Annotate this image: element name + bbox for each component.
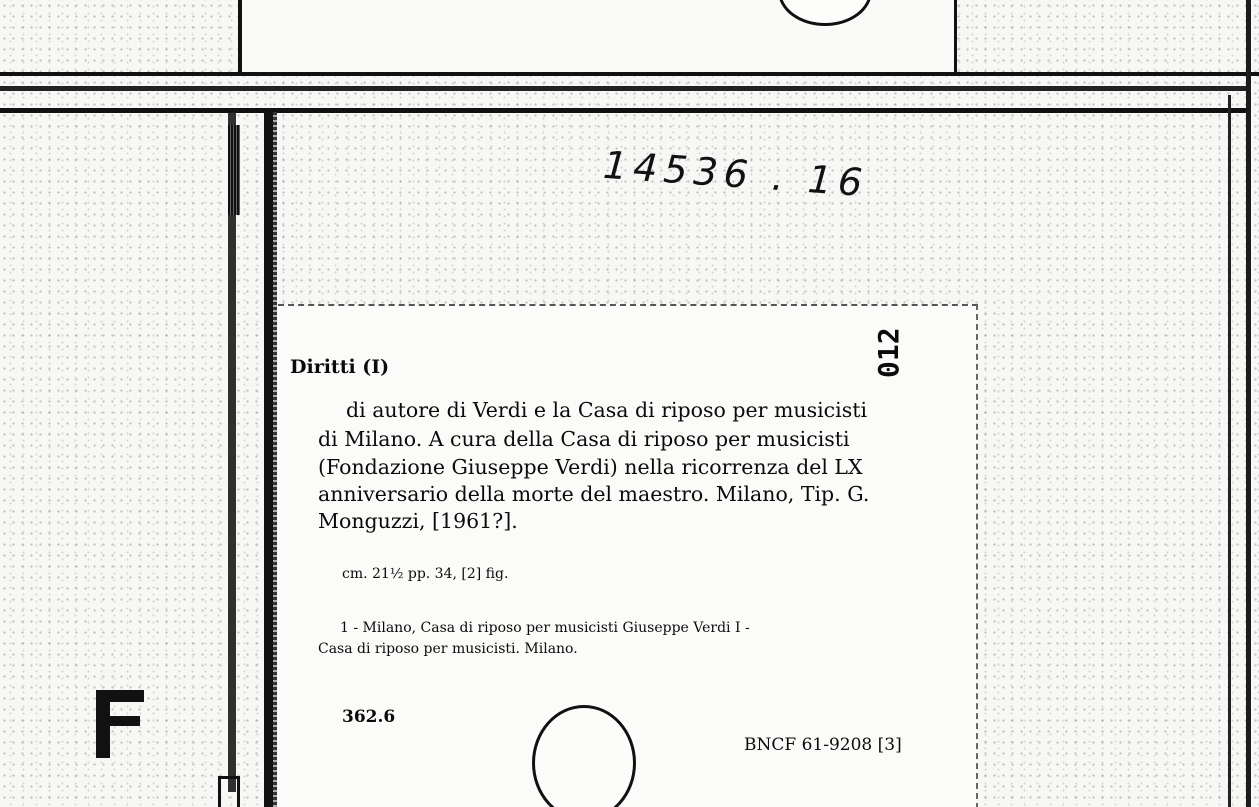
card-body-line-4: anniversario della morte del maestro. Milano, Tip. G. bbox=[318, 482, 870, 506]
card-subject-line-2: Casa di riposo per musicisti. Milano. bbox=[318, 641, 578, 657]
drawer-tab-letter-f bbox=[96, 690, 144, 758]
card-body-line-5: Monguzzi, [1961?]. bbox=[318, 509, 518, 533]
card-class-number: 362.6 bbox=[342, 707, 396, 727]
card-subject-line-1: 1 - Milano, Casa di riposo per musicisti Giuseppe Verdi I - bbox=[340, 620, 750, 636]
drawer-left-clip bbox=[228, 125, 240, 215]
handwritten-shelfmark: 14536 . 16 bbox=[601, 142, 870, 206]
card-stack-left-edge bbox=[264, 112, 273, 807]
card-body-line-3: (Fondazione Giuseppe Verdi) nella ricorrenza del LX bbox=[318, 455, 863, 479]
previous-card-edge bbox=[238, 0, 957, 72]
drawer-tab-marker bbox=[218, 776, 240, 807]
card-body-line-2: di Milano. A cura della Casa di riposo per musicisti bbox=[318, 427, 850, 451]
card-stack-right-edge bbox=[1228, 95, 1231, 807]
card-body-line-1: di autore di Verdi e la Casa di riposo per musicisti bbox=[346, 398, 868, 422]
drawer-rail-bottom bbox=[0, 108, 1250, 113]
card-stack-left-texture bbox=[273, 112, 277, 807]
drawer-right-edge bbox=[1246, 0, 1251, 807]
card-side-code: 012 bbox=[872, 327, 905, 378]
card-heading: Diritti (I) bbox=[290, 356, 390, 378]
card-bncf-number: BNCF 61-9208 [3] bbox=[744, 735, 902, 755]
previous-card-punch-hole bbox=[778, 0, 872, 26]
drawer-rail-band bbox=[0, 86, 1250, 91]
card-collation: cm. 21½ pp. 34, [2] fig. bbox=[342, 566, 509, 582]
drawer-rail-top bbox=[0, 72, 1259, 76]
